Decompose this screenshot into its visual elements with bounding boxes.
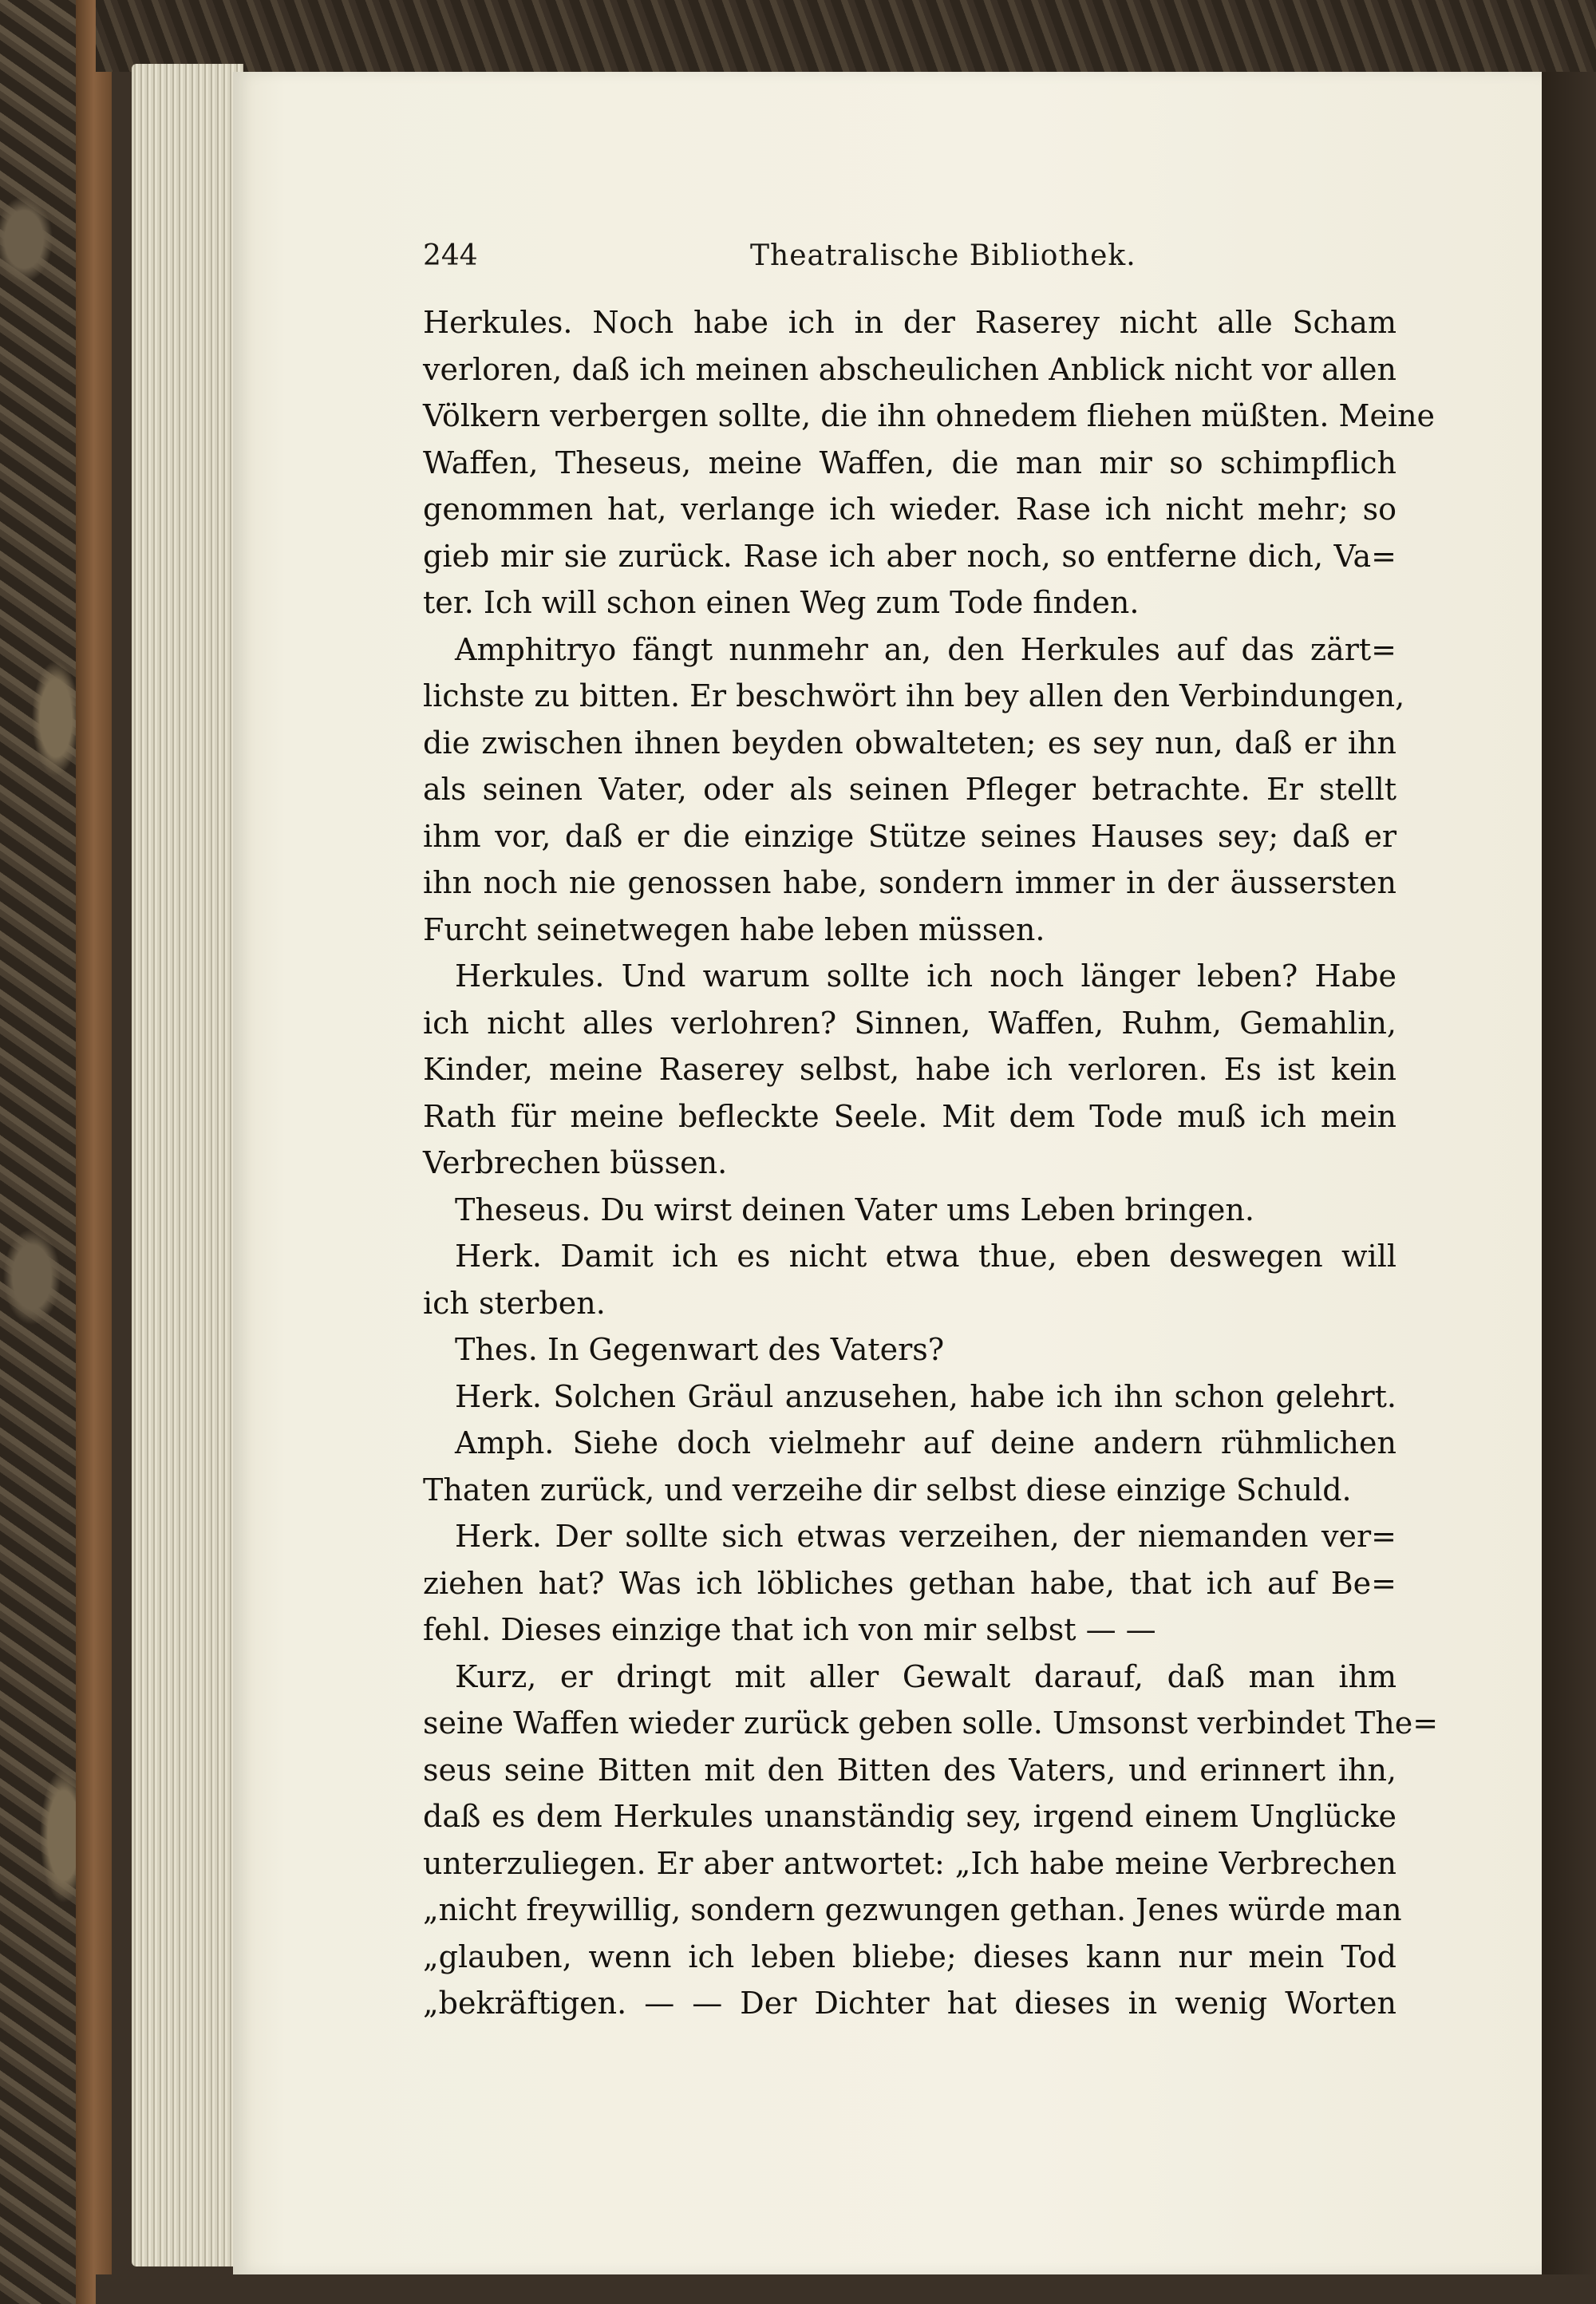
text-line: als seinen Vater, oder als seinen Pfleger betrachte. Er stellt xyxy=(423,772,1396,807)
text-line: Herk. Damit ich es nicht etwa thue, eben deswegen will xyxy=(455,1239,1396,1274)
text-line: ter. Ich will schon einen Weg zum Tode finden. xyxy=(423,585,1140,620)
text-line: Herkules. Noch habe ich in der Raserey nicht alle Scham xyxy=(423,305,1396,340)
text-line: fehl. Dieses einzige that ich von mir selbst — — xyxy=(423,1612,1156,1647)
text-line: Amph. Siehe doch vielmehr auf deine andern rühmlichen xyxy=(455,1425,1396,1460)
page-header xyxy=(423,231,1396,287)
text-line: seine Waffen wieder zurück geben solle. Umsonst verbindet The= xyxy=(423,1705,1439,1741)
cover-top-band xyxy=(96,0,1596,72)
text-line: ziehen hat? Was ich löbliches gethan habe, that ich auf Be= xyxy=(423,1565,1396,1601)
text-line: ich nicht alles verlohren? Sinnen, Waffen, Ruhm, Gemahlin, xyxy=(423,1005,1396,1041)
text-line: Herkules. Und warum sollte ich noch länger leben? Habe xyxy=(455,958,1396,994)
body-text xyxy=(423,299,1439,2027)
text-line: „bekräftigen. — — Der Dichter hat dieses in wenig Worten xyxy=(423,1986,1396,2021)
text-line: seus seine Bitten mit den Bitten des Vaters, und erinnert ihn, xyxy=(423,1752,1396,1788)
text-line: Amphitryo fängt nunmehr an, den Herkules auf das zärt= xyxy=(455,631,1396,667)
text-line: Herk. Solchen Gräul anzusehen, habe ich ihn schon gelehrt. xyxy=(455,1378,1396,1414)
text-line: Theseus. Du wirst deinen Vater ums Leben bringen. xyxy=(455,1192,1254,1227)
text-line: Kurz, er dringt mit aller Gewalt darauf, daß man ihm xyxy=(455,1658,1396,1694)
text-line: Thaten zurück, und verzeihe dir selbst diese einzige Schuld. xyxy=(423,1472,1352,1508)
text-line: Verbrechen büssen. xyxy=(423,1145,728,1180)
text-line: daß es dem Herkules unanständig sey, irgend einem Unglücke xyxy=(423,1799,1396,1834)
running-title: Theatralische Bibliothek. xyxy=(750,239,1136,272)
text-line: ihm vor, daß er die einzige Stütze seines Hauses sey; daß er xyxy=(423,818,1396,854)
text-line: Rath für meine befleckte Seele. Mit dem Tode muß ich mein xyxy=(423,1098,1396,1134)
text-line: genommen hat, verlange ich wieder. Rase ich nicht mehr; so xyxy=(423,492,1396,527)
text-line: lichste zu bitten. Er beschwört ihn bey allen den Verbindungen, xyxy=(423,678,1405,713)
text-line: verloren, daß ich meinen abscheulichen Anblick nicht vor allen xyxy=(423,351,1396,387)
text-line: gieb mir sie zurück. Rase ich aber noch, so entferne dich, Va= xyxy=(423,538,1396,574)
text-line: „nicht freywillig, sondern gezwungen gethan. Jenes würde man xyxy=(423,1892,1402,1927)
text-line: Kinder, meine Raserey selbst, habe ich verloren. Es ist kein xyxy=(423,1052,1396,1087)
text-line: Völkern verbergen sollte, die ihn ohnedem fliehen müßten. Meine xyxy=(423,398,1436,433)
cover-bottom-band xyxy=(96,2274,1596,2304)
facing-page-edge xyxy=(1542,72,1596,2274)
text-line: unterzuliegen. Er aber antwortet: „Ich habe meine Verbrechen xyxy=(423,1845,1396,1881)
text-line: Furcht seinetwegen habe leben müssen. xyxy=(423,911,1045,947)
leather-spine-edge xyxy=(76,0,112,2304)
text-line: Herk. Der sollte sich etwas verzeihen, der niemanden ver= xyxy=(455,1519,1396,1554)
text-line: ihn noch nie genossen habe, sondern immer in der äussersten xyxy=(423,865,1396,900)
text-line: die zwischen ihnen beyden obwalteten; es sey nun, daß er ihn xyxy=(423,725,1396,761)
text-line: ich sterben. xyxy=(423,1285,606,1321)
text-line: „glauben, wenn ich leben bliebe; dieses kann nur mein Tod xyxy=(423,1938,1396,1974)
page-number: 244 xyxy=(423,239,478,272)
page-edges xyxy=(132,64,243,2266)
text-line: Waffen, Theseus, meine Waffen, die man mir so schimpflich xyxy=(423,445,1396,480)
text-line: Thes. In Gegenwart des Vaters? xyxy=(455,1332,945,1367)
